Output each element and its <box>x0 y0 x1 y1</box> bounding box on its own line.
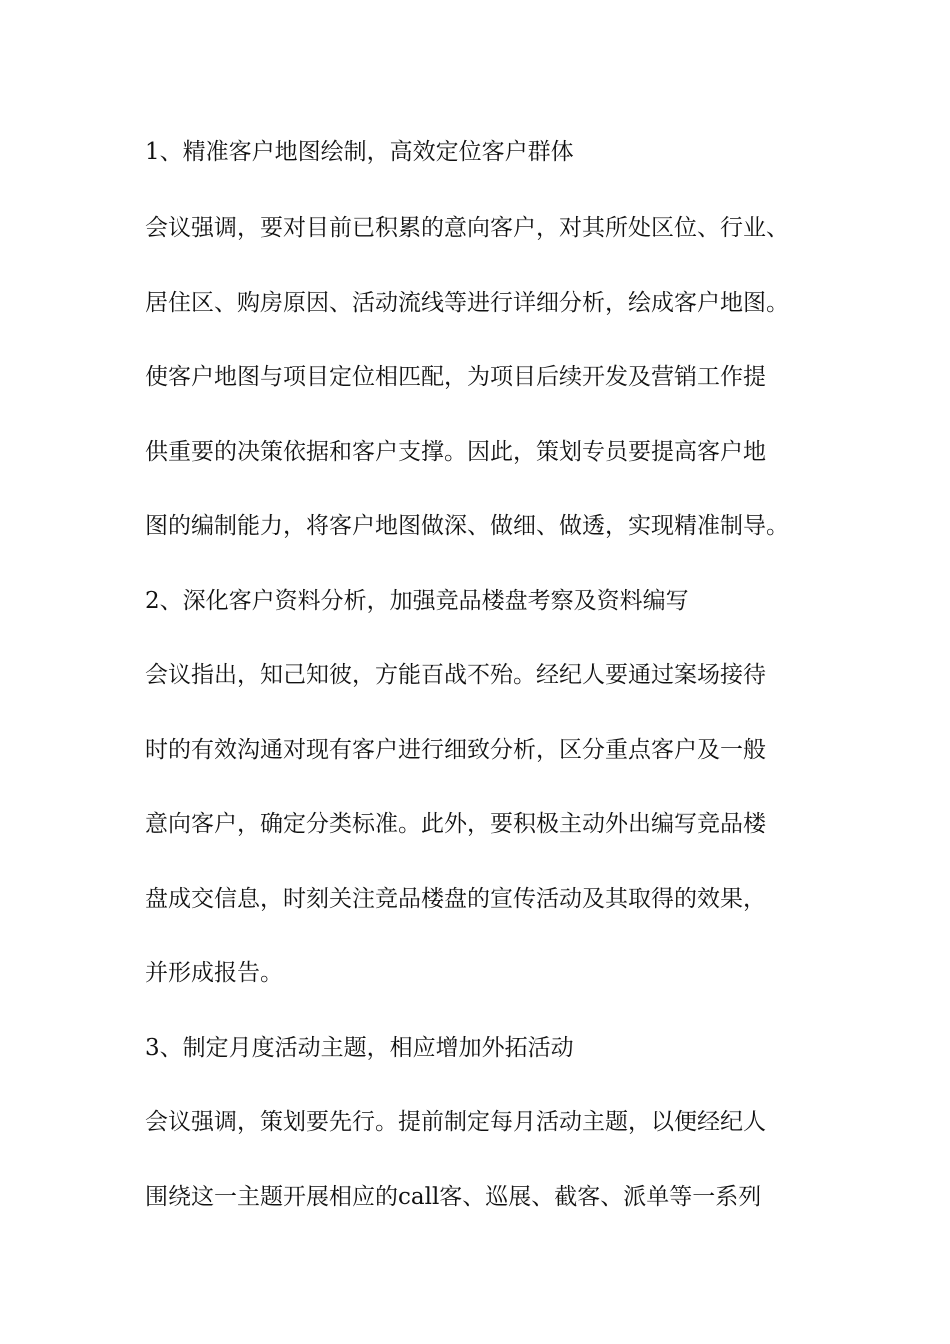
section-heading-3: 3、制定月度活动主题，相应增加外拓活动 <box>145 1035 574 1061</box>
paragraph-line: 图的编制能力，将客户地图做深、做细、做透，实现精准制导。 <box>145 513 789 539</box>
section-heading-2: 2、深化客户资料分析，加强竞品楼盘考察及资料编写 <box>145 588 689 614</box>
paragraph-line: 会议指出，知己知彼，方能百战不殆。经纪人要通过案场接待 <box>145 662 766 688</box>
paragraph-line: 会议强调，策划要先行。提前制定每月活动主题，以便经纪人 <box>145 1109 766 1135</box>
paragraph-line: 居住区、购房原因、活动流线等进行详细分析，绘成客户地图。 <box>145 290 789 316</box>
paragraph-line: 意向客户，确定分类标准。此外，要积极主动外出编写竞品楼 <box>145 811 766 837</box>
paragraph-line: 会议强调，要对目前已积累的意向客户，对其所处区位、行业、 <box>145 215 789 241</box>
paragraph-line: 使客户地图与项目定位相匹配，为项目后续开发及营销工作提 <box>145 364 766 390</box>
paragraph-line: 并形成报告。 <box>145 960 283 986</box>
paragraph-line: 盘成交信息，时刻关注竞品楼盘的宣传活动及其取得的效果， <box>145 886 766 912</box>
section-heading-1: 1、精准客户地图绘制，高效定位客户群体 <box>145 139 574 165</box>
paragraph-line: 围绕这一主题开展相应的call客、巡展、截客、派单等一系列 <box>145 1184 762 1210</box>
paragraph-line: 供重要的决策依据和客户支撑。因此，策划专员要提高客户地 <box>145 439 766 465</box>
paragraph-line: 时的有效沟通对现有客户进行细致分析，区分重点客户及一般 <box>145 737 766 763</box>
